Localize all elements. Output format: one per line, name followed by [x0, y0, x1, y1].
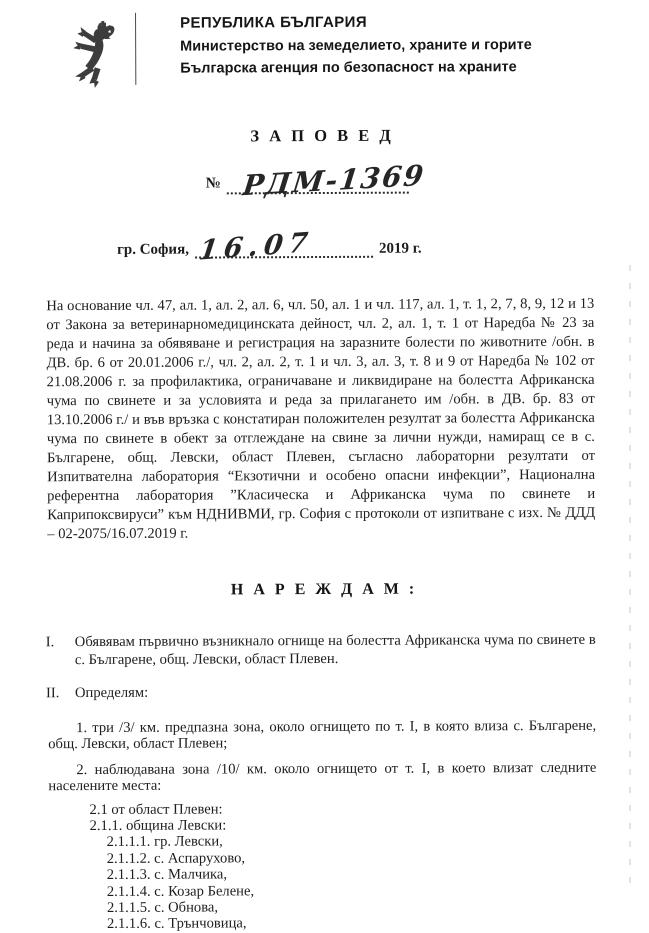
- document-title: З А П О В Е Д: [250, 125, 394, 146]
- city-label: гр. София,: [117, 241, 189, 258]
- agency-name: Българска агенция по безопасност на храните: [180, 59, 517, 77]
- list-item: 2.1 от област Плевен:: [89, 800, 223, 818]
- list-item: 2.1.1.5. с. Обнова,: [106, 899, 219, 916]
- order-number-line: [205, 158, 646, 207]
- settlement-list: [1, 799, 649, 933]
- number-sign: №: [205, 175, 221, 192]
- list-item: 2.1.1.6. с. Трънчовица,: [106, 915, 247, 933]
- item-text: Обявявам първично възникнало огнище на болестта Африканска чума по свинете в с. Българене, общ. Левски, област Плевен.: [74, 631, 596, 668]
- list-item: 2.1.1.3. с. Малчика,: [106, 866, 228, 884]
- order-item-2: [46, 683, 596, 703]
- list-item: 2.1.1.2. с. Аспарухово,: [106, 850, 246, 867]
- list-item: 2.1.1.1. гр. Левски,: [106, 833, 223, 851]
- surveillance-zone-clause: 2. наблюдавана зона /10/ км. около огнището от т. I, в което влизат следните населените места:: [48, 759, 597, 795]
- item-text: Определям:: [74, 684, 149, 702]
- year-label: 2019 г.: [378, 240, 422, 257]
- country-name: РЕПУБЛИКА БЪЛГАРИЯ: [180, 13, 368, 32]
- letterhead-divider: [135, 13, 136, 85]
- legal-preamble: На основание чл. 47, ал. 1, ал. 2, ал. 6, чл. 50, ал. 1 и чл. 117, ал. 1, т. 1, 2, 7, 8, 9, 12 и 13 от Закона за ветеринарномедицинската дейност, чл. 2, ал. 1, т. 1 от Наредба № 23 за реда и начина за обявяване и регистрация на заразните болести по животните /обн. в ДВ. бр. 6 от 20.01.2006 г./, чл. 2, ал. 2, т. 1 и чл. 3, ал. 3, т. 8 и 9 от Наредба № 102 от 21.08.2006 г. за профилактика, ограничаване и ликвидиране на болестта Африканска чума по свинете и за условията и реда за прилагането им /обн. в ДВ. бр. 83 от 13.10.2006 г./ и във връзка с констатиран положителен резултат за болестта Африканска чума по свинете в обект за отглеждане на свине за лични нужди, намиращ се в с. Българене, общ. Левски, област Плевен, съгласно лабораторни резултати от Изпитвателна лаборатория “Екзотични и особено опасни инфекции”, Национална референтна лаборатория ”Класическа и Африканска чума по свинете и Каприпоксвируси” към НДНИВМИ, гр. София с протоколи от изпитване с изх. № ДДД – 02-2075/16.07.2019 г.: [46, 295, 596, 543]
- city-date-line: [117, 226, 646, 267]
- lion-coat-of-arms-icon: [71, 13, 123, 91]
- item-number: II.: [45, 685, 60, 702]
- order-item-1: [46, 632, 596, 669]
- order-heading: Н А Р Е Ж Д А М :: [230, 580, 418, 599]
- handwritten-order-number: РДМ-1369: [241, 158, 428, 203]
- handwritten-date: 16.07: [196, 226, 316, 267]
- list-item: 2.1.1.4. с. Козар Белене,: [106, 882, 255, 900]
- number-dotted-line: [227, 158, 428, 203]
- date-dotted-line: [195, 226, 373, 267]
- ministry-name: Министерство на земеделието, храните и горите: [180, 37, 532, 55]
- protection-zone-clause: 1. три /3/ км. предпазна зона, около огнището по т. I, в която влиза с. Българене, общ. Левски, област Плевен;: [48, 717, 597, 753]
- item-number: I.: [45, 634, 55, 651]
- list-item: 2.1.1. община Левски:: [89, 817, 227, 834]
- agency-letterhead: [0, 0, 645, 93]
